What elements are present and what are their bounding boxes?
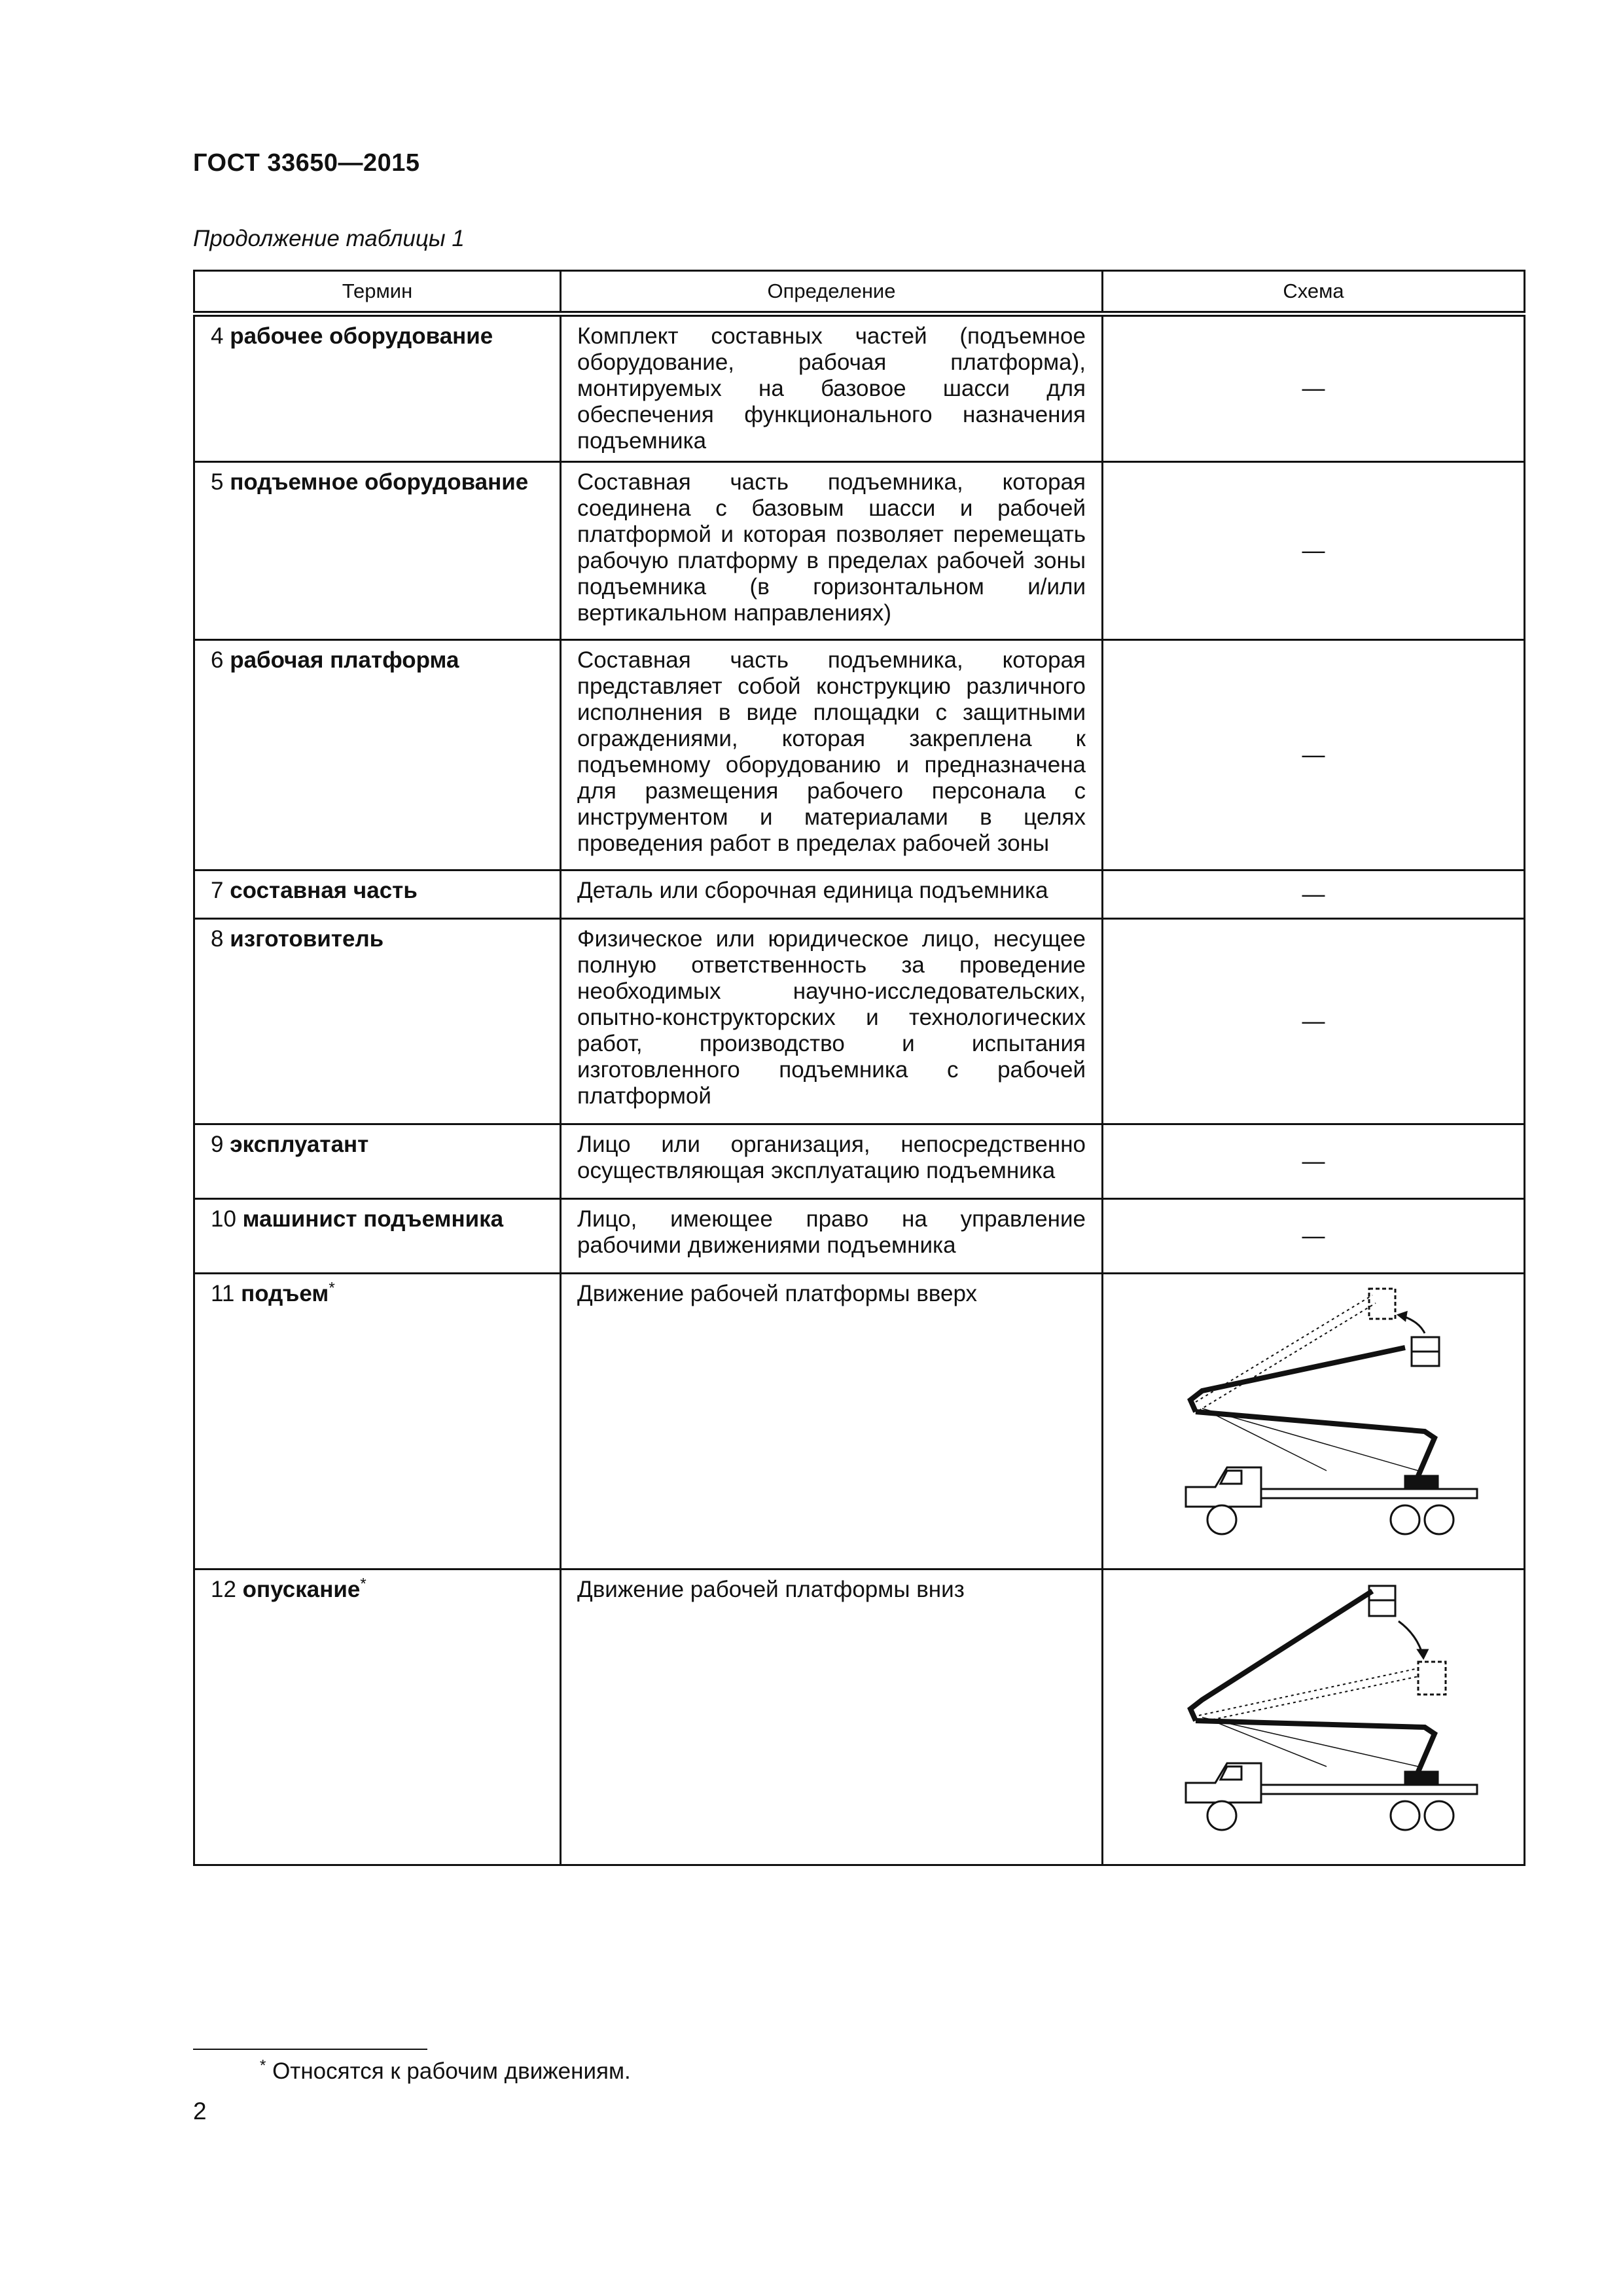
table-header-row: [194, 271, 1525, 314]
truck-wheel: [1425, 1801, 1454, 1830]
term-number: 5: [211, 469, 224, 495]
lift-raising-diagram: [1111, 1274, 1516, 1562]
schema-cell: [1103, 1274, 1525, 1570]
truck-chassis: [1261, 1785, 1477, 1794]
truck-cab: [1186, 1763, 1261, 1803]
term-cell: [194, 1124, 561, 1199]
definition-cell: Комплект составных частей (подъемное оборудование, рабочая платформа), монтируемых на базовое шасси для обеспечения функционального назначения подъемника: [561, 314, 1103, 462]
table-row: [194, 1124, 1525, 1199]
table-row: [194, 640, 1525, 870]
term-cell: [194, 870, 561, 919]
table-row: [194, 462, 1525, 640]
lower-boom: [1196, 1412, 1435, 1476]
truck-wheel: [1207, 1801, 1236, 1830]
terms-table: [193, 270, 1525, 1866]
term-cell: [194, 640, 561, 870]
table-caption: Продолжение таблицы 1: [193, 226, 465, 251]
truck-cab: [1186, 1467, 1261, 1507]
document-header-title: ГОСТ 33650—2015: [193, 149, 420, 177]
term-name: подъемное оборудование: [230, 469, 529, 495]
column-header-schema: Схема: [1103, 271, 1525, 314]
table-row: [194, 1570, 1525, 1865]
definition-cell: Лицо или организация, непосредственно осуществляющая эксплуатацию подъемника: [561, 1124, 1103, 1199]
footnote: [260, 2058, 631, 2085]
column-header-term: Термин: [194, 271, 561, 314]
term-number: 11: [211, 1281, 235, 1306]
term-name: эксплуатант: [230, 1132, 369, 1157]
term-name: рабочее оборудование: [230, 323, 493, 349]
schema-cell: —: [1103, 462, 1525, 640]
table-row: [194, 1274, 1525, 1570]
term-cell: [194, 462, 561, 640]
boom-cables: [1202, 1408, 1418, 1471]
definition-cell: Лицо, имеющее право на управление рабочими движениями подъемника: [561, 1199, 1103, 1274]
turret: [1405, 1476, 1438, 1489]
term-number: 9: [211, 1132, 224, 1157]
column-header-definition: Определение: [561, 271, 1103, 314]
term-number: 7: [211, 878, 224, 903]
term-number: 6: [211, 647, 224, 673]
lowered-boom-outline: [1199, 1668, 1419, 1722]
table-row: [194, 870, 1525, 919]
term-name: рабочая платформа: [230, 647, 459, 673]
schema-cell: —: [1103, 1199, 1525, 1274]
raised-platform-outline: [1369, 1289, 1395, 1319]
footnote-mark: *: [360, 1575, 366, 1593]
up-arrow-head: [1399, 1312, 1406, 1320]
upper-boom: [1190, 1591, 1372, 1721]
truck-wheel: [1207, 1505, 1236, 1534]
term-name: машинист подъемника: [242, 1206, 504, 1232]
footnote-mark: *: [329, 1279, 335, 1297]
truck-chassis: [1261, 1489, 1477, 1498]
down-arrow-head: [1418, 1650, 1427, 1658]
truck-wheel: [1391, 1505, 1419, 1534]
truck-wheel: [1425, 1505, 1454, 1534]
term-number: 12: [211, 1577, 236, 1602]
lowered-platform-outline: [1418, 1662, 1446, 1695]
term-cell: [194, 1570, 561, 1865]
page-number: 2: [193, 2098, 207, 2125]
lift-lowering-diagram: [1111, 1570, 1516, 1858]
term-number: 4: [211, 323, 224, 349]
term-cell: [194, 1199, 561, 1274]
term-name: подъем: [241, 1281, 329, 1306]
definition-cell: Деталь или сборочная единица подъемника: [561, 870, 1103, 919]
definition-cell: Составная часть подъемника, которая представляет собой конструкцию различного исполнения в виде площадки с защитными ограждениями, которая закреплена к подъемному оборудованию и предназначена для размещения рабочего персонала с инструментом и материалами в целях проведения работ в пределах рабочей зоны: [561, 640, 1103, 870]
table-row: [194, 919, 1525, 1124]
term-cell: [194, 1274, 561, 1570]
schema-cell: —: [1103, 640, 1525, 870]
schema-cell: —: [1103, 870, 1525, 919]
term-name: составная часть: [230, 878, 418, 903]
term-name: опускание: [242, 1577, 361, 1602]
schema-cell: —: [1103, 919, 1525, 1124]
schema-cell: —: [1103, 1124, 1525, 1199]
term-cell: [194, 919, 561, 1124]
definition-cell: Движение рабочей платформы вниз: [561, 1570, 1103, 1865]
table-row: [194, 314, 1525, 462]
truck-wheel: [1391, 1801, 1419, 1830]
schema-cell: —: [1103, 314, 1525, 462]
footnote-text: Относятся к рабочим движениям.: [272, 2058, 631, 2084]
raised-boom-outline: [1196, 1295, 1376, 1410]
schema-cell: [1103, 1570, 1525, 1865]
term-number: 10: [211, 1206, 236, 1232]
footnote-separator: [193, 2049, 427, 2050]
upper-boom: [1190, 1348, 1405, 1412]
definition-cell: Движение рабочей платформы вверх: [561, 1274, 1103, 1570]
term-name: изготовитель: [230, 926, 384, 952]
table-row: [194, 1199, 1525, 1274]
term-cell: [194, 314, 561, 462]
term-number: 8: [211, 926, 224, 952]
turret: [1405, 1772, 1438, 1785]
footnote-mark: *: [260, 2056, 266, 2075]
definition-cell: Составная часть подъемника, которая соединена с базовым шасси и рабочей платформой и которая позволяет перемещать рабочую платформу в пределах рабочей зоны подъемника (в горизонтальном и/или вертикальном направлениях): [561, 462, 1103, 640]
definition-cell: Физическое или юридическое лицо, несущее полную ответственность за проведение необходимых научно-исследовательских, опытно-конструкторских и технологических работ, производство и испытания изготовленного подъемника с рабочей платформой: [561, 919, 1103, 1124]
